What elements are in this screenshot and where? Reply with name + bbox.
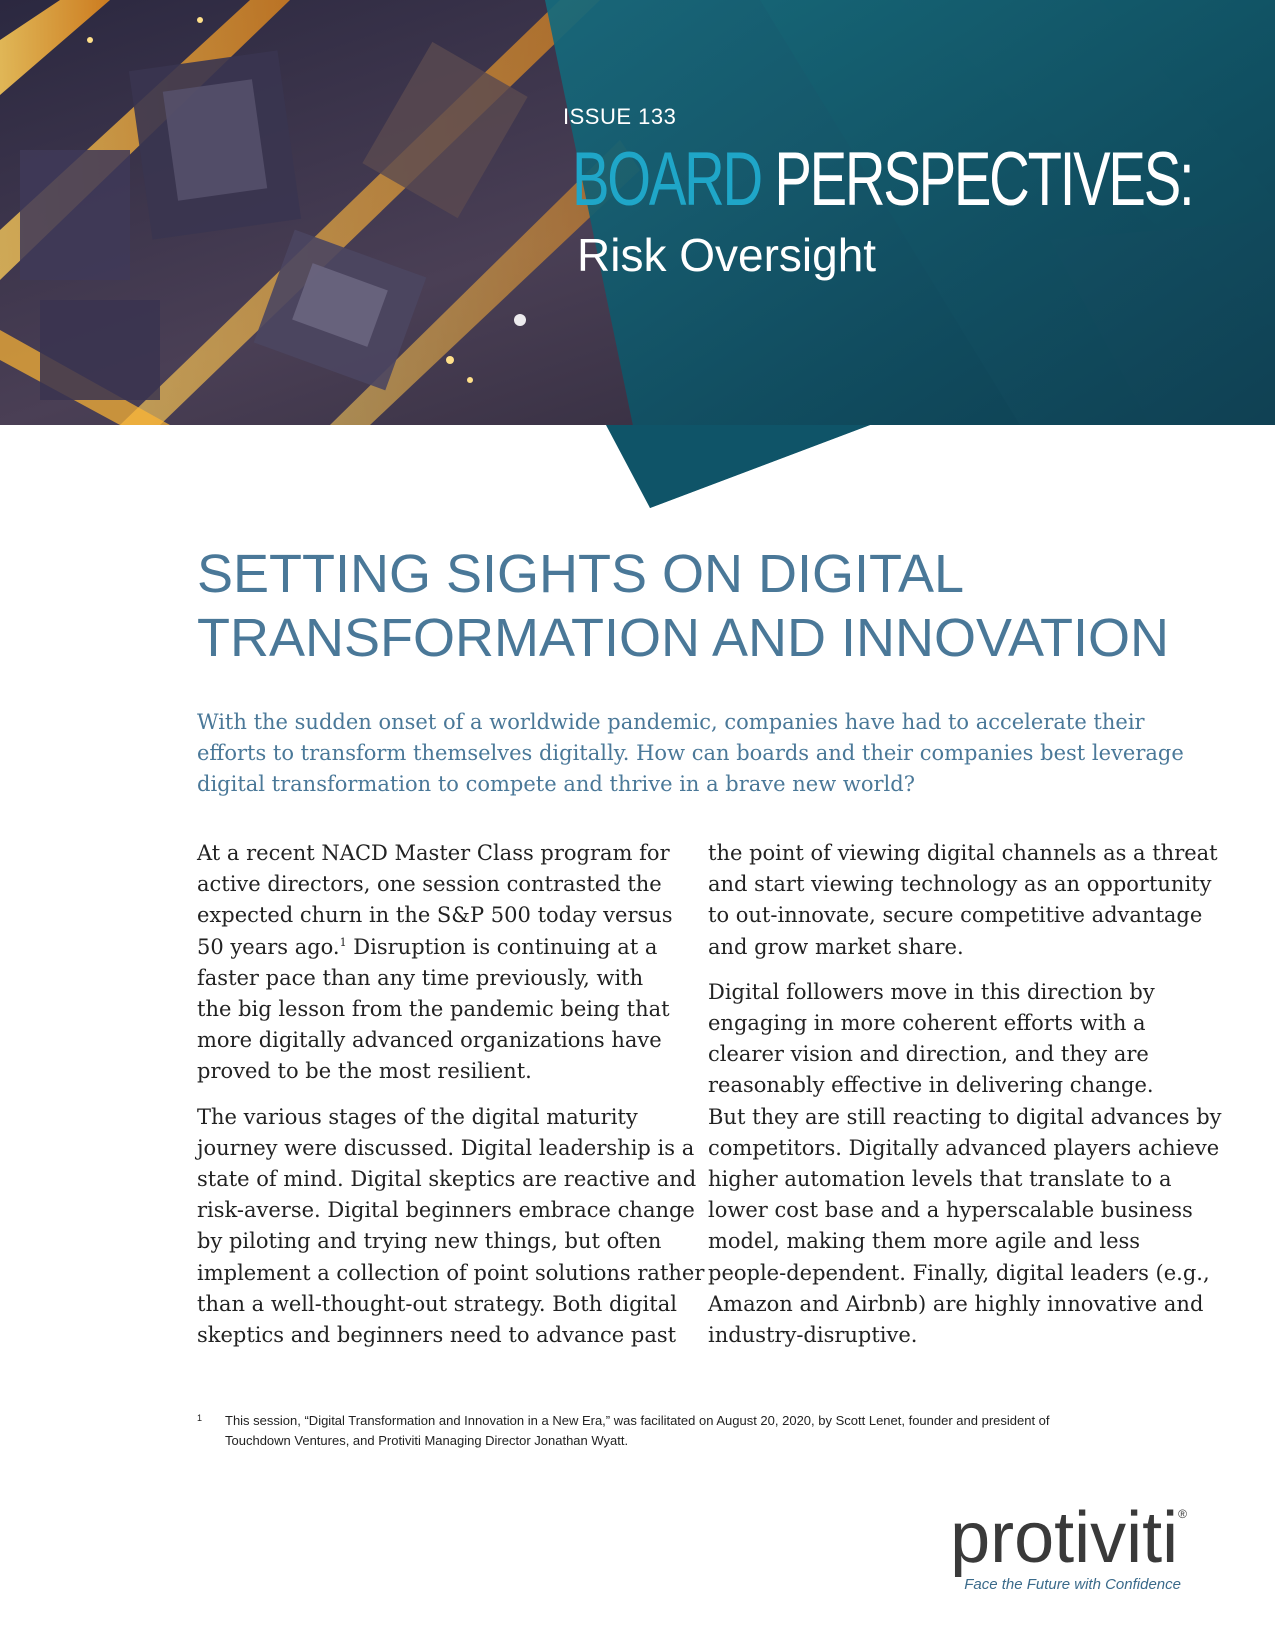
body-line: journey were discussed. Digital leadership is a (197, 1135, 695, 1160)
body-line: expected churn in the S&P 500 today versus (197, 903, 673, 928)
footnote (197, 1411, 1157, 1451)
footnote-number: 1 (197, 1413, 203, 1423)
body-line: implement a collection of point solutions rather (197, 1260, 705, 1285)
footnote-line: Touchdown Ventures, and Protiviti Managing Director Jonathan Wyatt. (225, 1433, 629, 1448)
body-line: people-dependent. Finally, digital leaders (e.g., (708, 1260, 1210, 1285)
body-column-left (197, 838, 705, 1365)
body-line-with-footnote (197, 932, 677, 963)
masthead-title (572, 137, 1193, 222)
body-line: active directors, one session contrasted the (197, 872, 662, 897)
body-line: more digitally advanced organizations have (197, 1028, 662, 1053)
body-line: competitors. Digitally advanced players achieve (708, 1135, 1220, 1160)
registered-mark: ® (1178, 1507, 1187, 1521)
protiviti-logo (950, 1478, 1187, 1593)
footnote-line: This session, “Digital Transformation and Innovation in a New Era,” was facilitated on August 20, 2020, by Scott Lenet, founder and president of (225, 1413, 1050, 1428)
body-line: to out-innovate, secure competitive advantage (708, 903, 1203, 928)
footnote-text (225, 1411, 1157, 1451)
body-line: than a well-thought-out strategy. Both digital (197, 1291, 677, 1316)
intro-line: digital transformation to compete and thrive in a brave new world? (197, 772, 915, 796)
issue-number: ISSUE 133 (563, 104, 677, 129)
body-line: skeptics and beginners need to advance past (197, 1323, 677, 1348)
body-line: state of mind. Digital skeptics are reactive and (197, 1167, 697, 1192)
body-column-right (708, 838, 1222, 1365)
masthead-subtitle: Risk Oversight (577, 229, 877, 281)
body-line: and start viewing technology as an opportunity (708, 872, 1212, 897)
body-line: But they are still reacting to digital advances by (708, 1104, 1222, 1129)
body-line: Digital followers move in this direction by (708, 979, 1155, 1004)
paragraph (197, 1102, 705, 1352)
article-intro (197, 707, 1187, 800)
body-line: reasonably effective in delivering change. (708, 1073, 1154, 1098)
body-line: the big lesson from the pandemic being that (197, 997, 670, 1022)
article-title-line: TRANSFORMATION AND INNOVATION (197, 608, 1170, 668)
intro-line: efforts to transform themselves digitally. How can boards and their companies best leverage (197, 741, 1184, 765)
logo-wordmark (950, 1478, 1187, 1578)
body-line: higher automation levels that translate to a (708, 1167, 1172, 1192)
logo-name: protiviti (950, 1498, 1179, 1578)
paragraph (197, 838, 677, 1088)
body-line: faster pace than any time previously, with (197, 965, 644, 990)
article-title (197, 542, 1197, 670)
body-line: clearer vision and direction, and they are (708, 1042, 1149, 1067)
body-text: Disruption is continuing at a (346, 934, 658, 959)
body-line: Amazon and Airbnb) are highly innovative and (708, 1291, 1204, 1316)
body-line: At a recent NACD Master Class program for (197, 841, 670, 865)
paragraph (708, 977, 1222, 1351)
body-line: industry-disruptive. (708, 1323, 918, 1348)
body-line: and grow market share. (708, 934, 964, 959)
hero-banner (0, 0, 1275, 520)
masthead-accent: BOARD (572, 137, 761, 222)
masthead-main: PERSPECTIVES: (774, 137, 1193, 222)
body-text: 50 years ago. (197, 934, 340, 959)
body-line: lower cost base and a hyperscalable business (708, 1198, 1193, 1223)
paragraph (708, 838, 1218, 963)
footnote-ref[interactable]: 1 (339, 935, 347, 949)
body-line: by piloting and trying new things, but often (197, 1229, 662, 1254)
article-title-line: SETTING SIGHTS ON DIGITAL (197, 544, 965, 604)
body-line: the point of viewing digital channels as a threat (708, 841, 1218, 865)
intro-line: With the sudden onset of a worldwide pandemic, companies have had to accelerate their (197, 710, 1145, 734)
body-line: engaging in more coherent efforts with a (708, 1011, 1146, 1036)
logo-tagline: Face the Future with Confidence (964, 1576, 1181, 1593)
body-line: proved to be the most resilient. (197, 1059, 532, 1084)
body-line: model, making them more agile and less (708, 1229, 1141, 1254)
body-line: The various stages of the digital maturity (197, 1104, 638, 1129)
body-line: risk-averse. Digital beginners embrace change (197, 1198, 695, 1223)
